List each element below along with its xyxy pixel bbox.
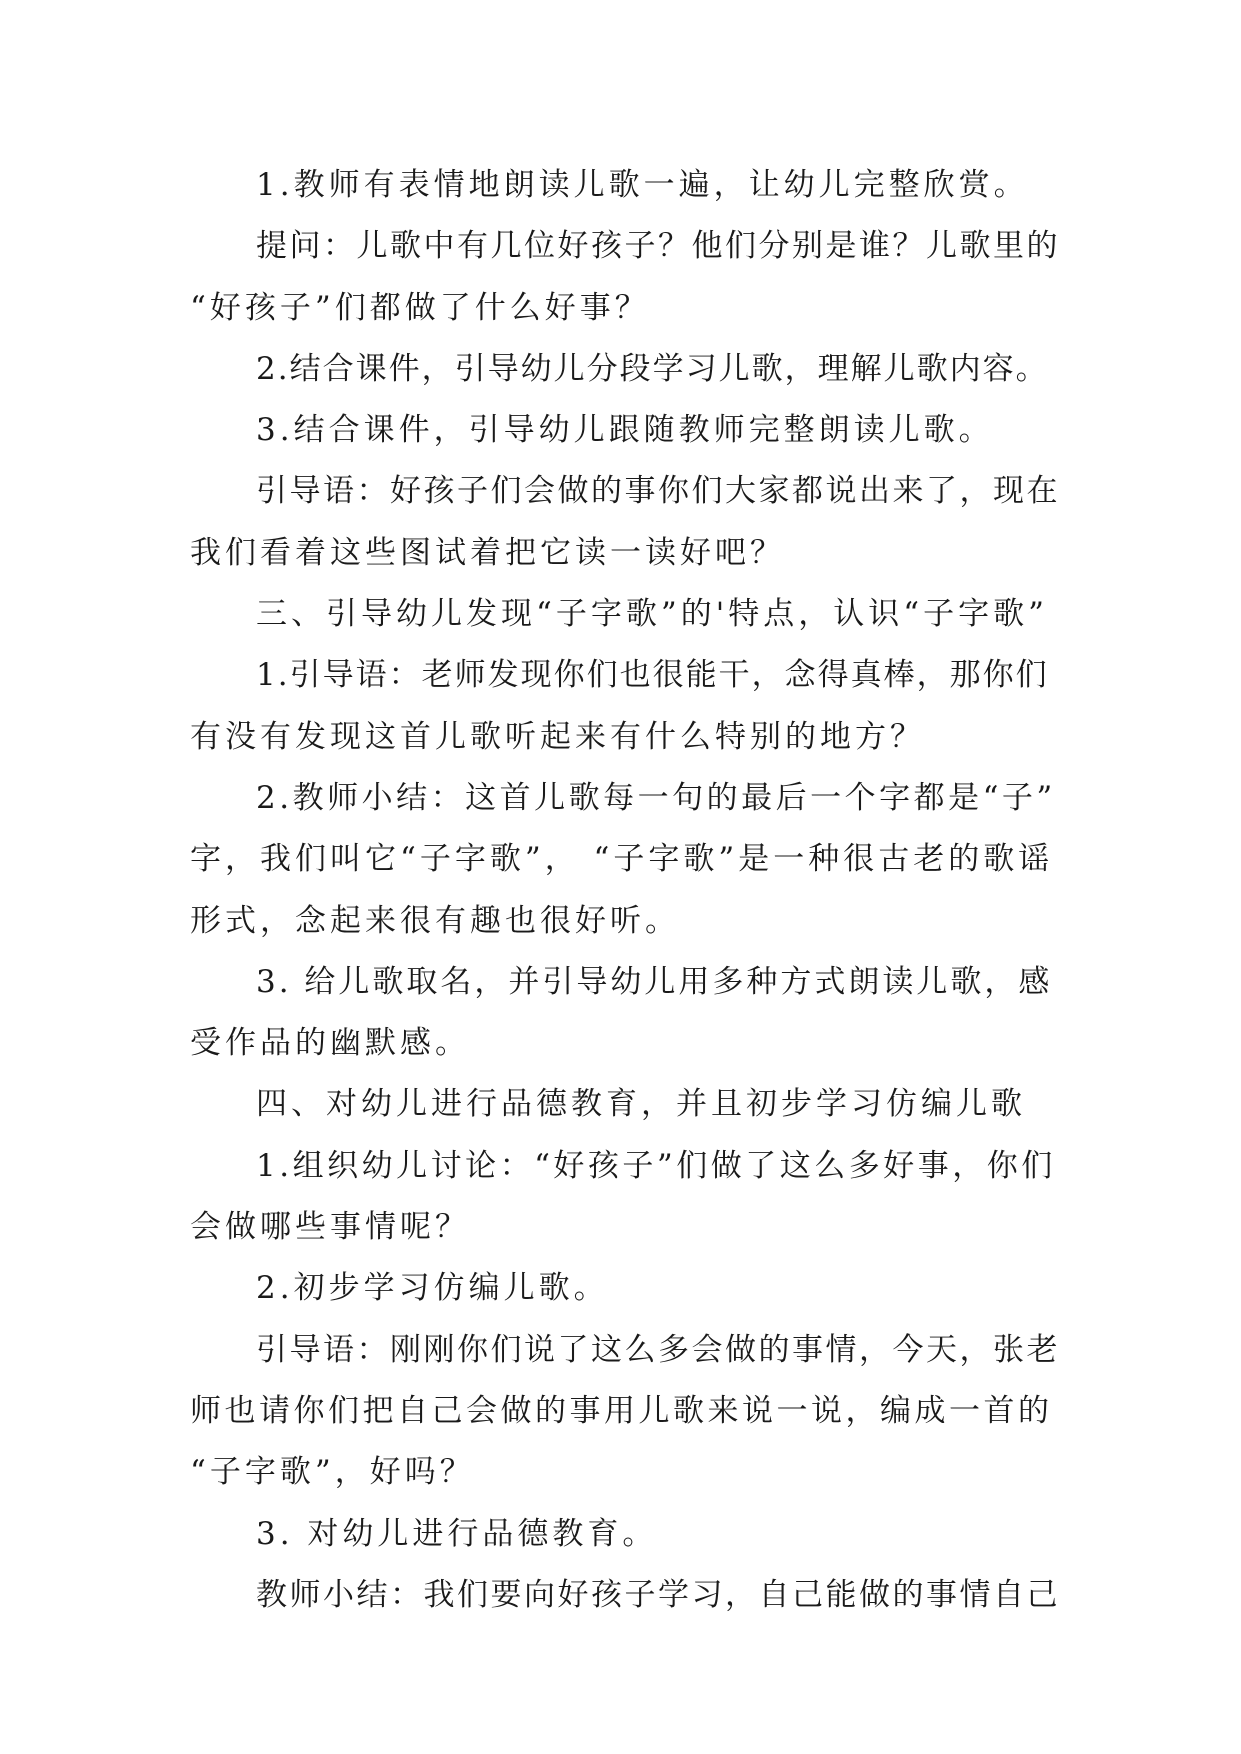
text-line: 2.教师小结：这首儿歌每一句的最后一个字都是“子”: [256, 779, 1056, 816]
text-line: 3. 对幼儿进行品德教育。: [256, 1515, 658, 1552]
text-line: “子字歌”，好吗？: [190, 1454, 475, 1491]
text-line: 受作品的幽默感。: [190, 1025, 470, 1062]
text-line: 1.教师有表情地朗读儿歌一遍，让幼儿完整欣赏。: [256, 167, 1029, 203]
text-line: 形式，念起来很有趣也很好听。: [190, 902, 680, 939]
text-line: “好孩子”们都做了什么好事？: [190, 289, 650, 326]
text-line: 提问：儿歌中有几位好孩子？他们分别是谁？儿歌里的: [256, 228, 1060, 265]
text-line: 会做哪些事情呢？: [190, 1209, 470, 1246]
text-line: 引导语：刚刚你们说了这么多会做的事情，今天，张老: [256, 1331, 1060, 1368]
text-line: 三、引导幼儿发现“子字歌”的'特点，认识“子字歌”: [256, 596, 1048, 633]
text-line: 3.结合课件，引导幼儿跟随教师完整朗读儿歌。: [256, 412, 994, 449]
text-line: 2.初步学习仿编儿歌。: [256, 1270, 609, 1307]
text-line: 2.结合课件，引导幼儿分段学习儿歌，理解儿歌内容。: [256, 350, 1049, 387]
text-line: 有没有发现这首儿歌听起来有什么特别的地方？: [190, 718, 925, 755]
document-body: [190, 155, 1060, 1626]
text-line: 字，我们叫它“子字歌”， “子字歌”是一种很古老的歌谣: [190, 841, 1054, 878]
text-line: 教师小结：我们要向好孩子学习，自己能做的事情自己: [256, 1576, 1060, 1613]
text-line: 四、对幼儿进行品德教育，并且初步学习仿编儿歌: [256, 1086, 1026, 1123]
text-line: 3. 给儿歌取名，并引导幼儿用多种方式朗读儿歌，感: [256, 963, 1053, 1000]
text-line: 1.引导语：老师发现你们也很能干，念得真棒，那你们: [256, 657, 1049, 694]
text-line: 1.组织幼儿讨论：“好孩子”们做了这么多好事，你们: [256, 1147, 1056, 1184]
text-line: 我们看着这些图试着把它读一读好吧？: [190, 534, 785, 571]
text-line: 师也请你们把自己会做的事用儿歌来说一说，编成一首的: [190, 1392, 1053, 1429]
text-line: 引导语：好孩子们会做的事你们大家都说出来了，现在: [256, 473, 1060, 510]
